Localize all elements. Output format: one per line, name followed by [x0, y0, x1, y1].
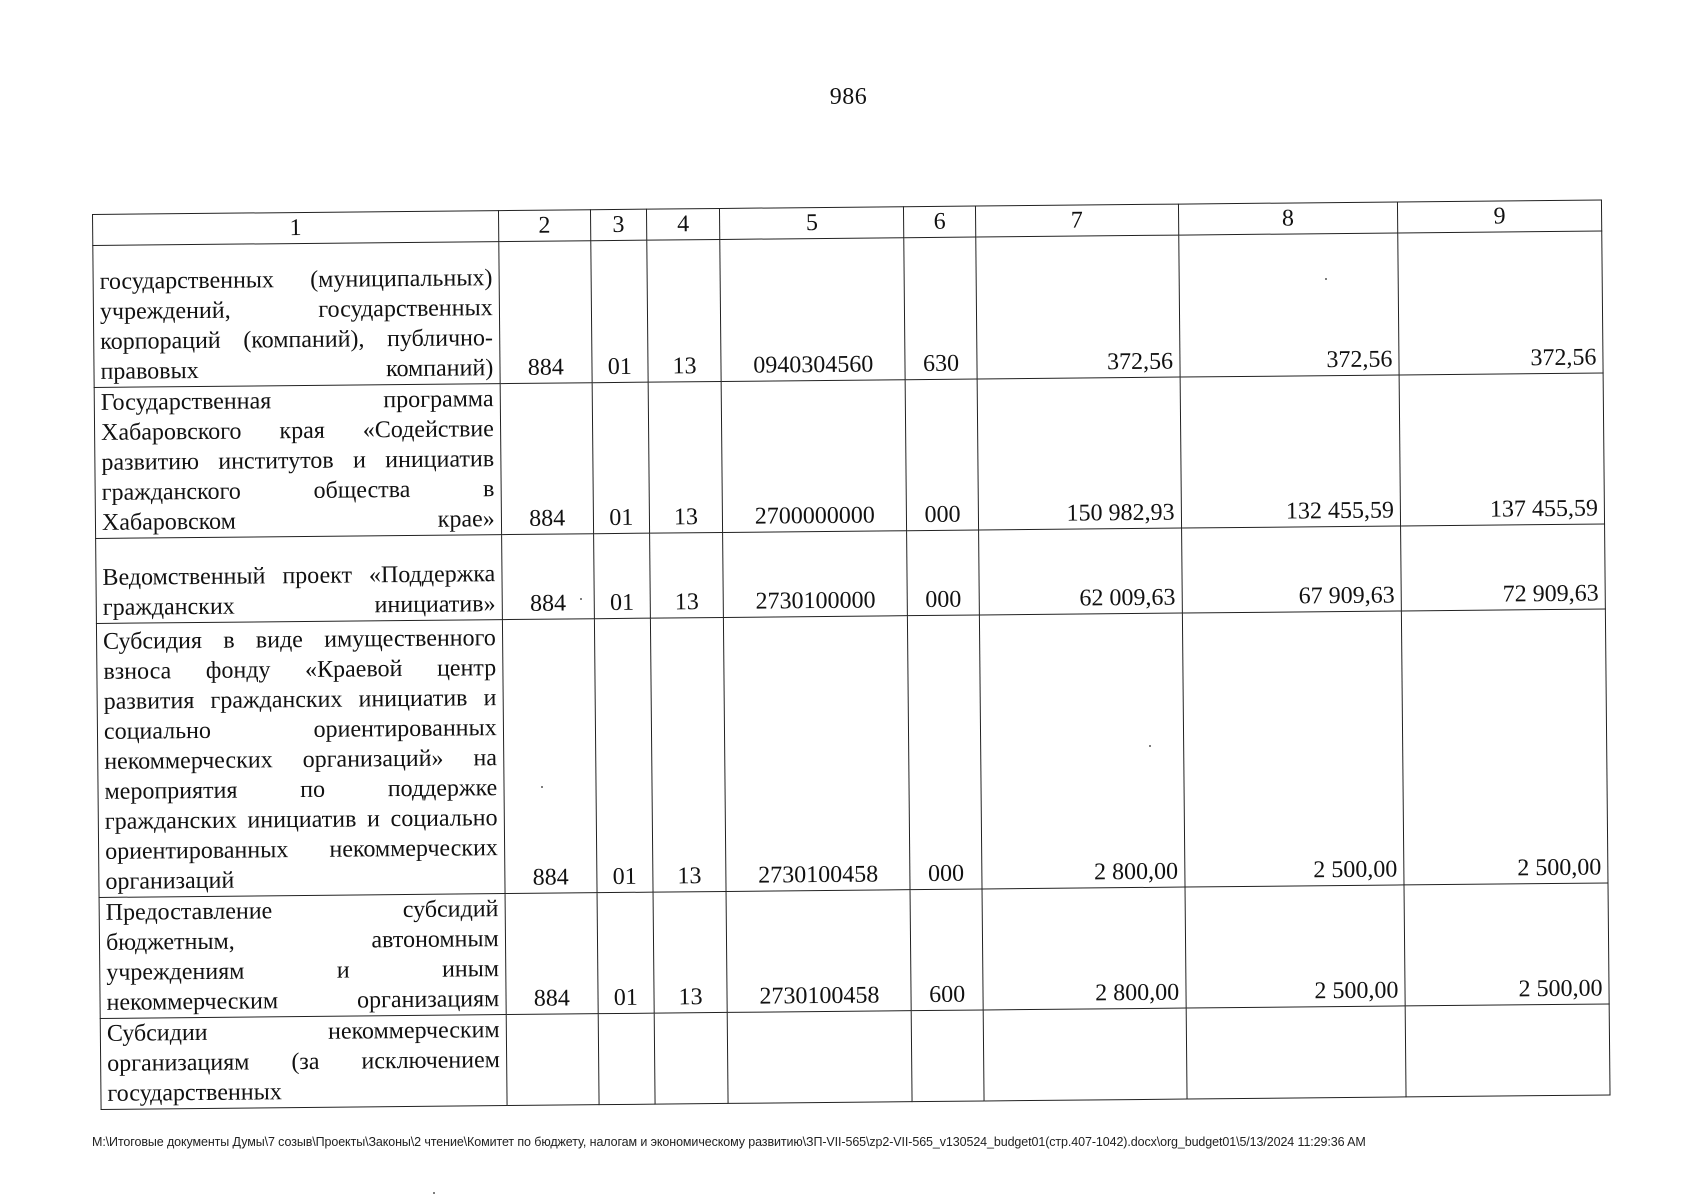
header-col-8: 8	[1178, 202, 1398, 235]
cell-amount-col9: 372,56	[1398, 231, 1603, 375]
table-row	[99, 883, 1609, 1018]
cell-amount-col9: 2 500,00	[1401, 609, 1608, 885]
cell-target-article	[727, 1011, 912, 1104]
table-row	[100, 1004, 1610, 1109]
cell-ministry-code: 884	[505, 893, 598, 1015]
cell-subsection: 13	[648, 381, 723, 533]
cell-ministry-code: 884	[501, 534, 594, 620]
cell-amount-col8: 132 455,59	[1180, 375, 1401, 528]
cell-subsection	[654, 1012, 728, 1104]
cell-subsection: 13	[649, 532, 723, 618]
cell-subsection: 13	[647, 239, 722, 382]
cell-amount-col7: 372,56	[976, 235, 1180, 379]
table-row	[96, 524, 1606, 623]
cell-amount-col7: 2 800,00	[979, 613, 1184, 889]
cell-amount-col9: 137 455,59	[1399, 373, 1604, 526]
cell-amount-col7: 2 800,00	[982, 887, 1186, 1010]
header-col-4: 4	[646, 208, 720, 240]
cell-expense-type: 000	[907, 530, 979, 616]
cell-amount-col7	[983, 1008, 1187, 1101]
table-row	[96, 609, 1608, 897]
cell-amount-col8: 2 500,00	[1182, 611, 1404, 887]
row-name: Предоставление субсидий бюджетным, автономным учреждениям и иным некоммерческим организациям	[99, 894, 506, 1019]
cell-expense-type: 000	[908, 615, 982, 890]
cell-ministry-code	[506, 1014, 599, 1106]
scan-speck	[1325, 278, 1327, 280]
cell-amount-col9: 72 909,63	[1401, 524, 1606, 611]
page-number: 986	[829, 84, 868, 110]
budget-table	[92, 200, 1611, 1110]
row-name: Ведомственный проект «Поддержка гражданских инициатив»	[96, 535, 503, 624]
cell-target-article: 2730100458	[726, 890, 911, 1013]
cell-amount-col8: 2 500,00	[1185, 885, 1405, 1008]
row-name: Субсидия в виде имущественного взноса фонду «Краевой центр развития гражданских инициатив и социально ориентированных некоммерческих организаций» на мероприятия по поддержке гражданских инициатив и социально ориентированных некоммерческих организаций	[96, 620, 504, 898]
header-col-7: 7	[975, 204, 1178, 237]
budget-table-container	[92, 200, 1611, 1126]
cell-subsection: 13	[650, 617, 726, 892]
table-row	[94, 373, 1604, 538]
header-col-3: 3	[590, 209, 646, 241]
cell-amount-col8	[1186, 1006, 1406, 1099]
cell-target-article: 2700000000	[721, 380, 907, 533]
cell-section: 01	[593, 533, 650, 619]
cell-ministry-code: 884	[499, 241, 592, 384]
row-name: Субсидии некоммерческим организациям (за исключением государственных	[100, 1015, 507, 1110]
row-name: Государственная программа Хабаровского края «Содействие развитию институтов и инициатив гражданского общества в Хабаровском крае»	[94, 384, 501, 539]
cell-ministry-code: 884	[502, 619, 597, 894]
cell-target-article: 2730100000	[723, 531, 908, 618]
cell-section: 01	[597, 892, 654, 1014]
footer-file-path: М:\Итоговые документы Думы\7 созыв\Проекты\Законы\2 чтение\Комитет по бюджету, налогам и экономическому развитию\ЗП-VII-565\zp2-VII-565_v130524_budget01(стр.407-1042).docx\org_budget01\5/13/2024 11:29:36 AM	[92, 1135, 1366, 1149]
cell-amount-col8: 67 909,63	[1181, 526, 1401, 613]
cell-subsection: 13	[653, 891, 728, 1013]
header-col-9: 9	[1397, 200, 1601, 233]
cell-amount-col7: 150 982,93	[977, 377, 1181, 530]
cell-section: 01	[592, 382, 649, 534]
cell-amount-col9: 2 500,00	[1404, 883, 1609, 1006]
cell-amount-col7: 62 009,63	[978, 528, 1182, 615]
scan-speck	[1149, 745, 1151, 747]
scan-speck	[541, 786, 543, 788]
cell-amount-col9	[1405, 1004, 1610, 1097]
table-row	[93, 231, 1603, 387]
cell-section	[598, 1013, 655, 1105]
cell-section: 01	[591, 240, 648, 383]
header-col-5: 5	[720, 207, 905, 240]
scan-speck	[580, 598, 582, 600]
header-col-1: 1	[93, 211, 499, 246]
header-col-2: 2	[498, 210, 590, 242]
cell-section: 01	[594, 618, 653, 893]
scan-speck	[433, 1192, 435, 1194]
cell-expense-type	[912, 1010, 984, 1102]
cell-target-article: 2730100458	[724, 616, 911, 892]
row-name: государственных (муниципальных) учреждений, государственных корпораций (компаний), публично-правовых компаний)	[93, 242, 500, 388]
cell-expense-type: 600	[911, 889, 983, 1011]
cell-expense-type: 000	[906, 379, 979, 531]
cell-target-article: 0940304560	[720, 238, 906, 382]
cell-amount-col8: 372,56	[1178, 233, 1399, 377]
header-col-6: 6	[904, 206, 976, 238]
cell-expense-type: 630	[904, 237, 977, 380]
cell-ministry-code: 884	[500, 383, 594, 535]
